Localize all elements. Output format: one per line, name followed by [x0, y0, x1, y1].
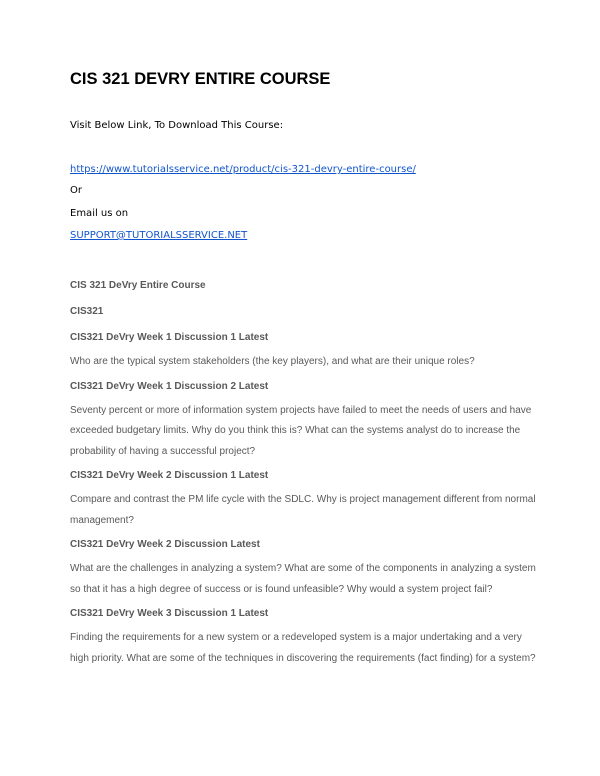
section-body: Seventy percent or more of information system projects have failed to meet the needs of users and have exceeded budgetary limits. Why do you think this is? What can the systems analyst do to increase the probability of having a successful project?	[70, 404, 532, 457]
section-heading: CIS321 DeVry Week 3 Discussion 1 Latest	[70, 608, 269, 619]
section-body: Compare and contrast the PM life cycle with the SDLC. Why is project management different from normal management?	[70, 494, 536, 526]
support-email-link[interactable]: SUPPORT@TUTORIALSSERVICE.NET	[70, 230, 248, 241]
or-text: Or	[70, 185, 82, 196]
course-download-link[interactable]: https://www.tutorialsservice.net/product/cis-321-devry-entire-course/	[70, 164, 416, 175]
section-heading: CIS321 DeVry Week 2 Discussion Latest	[70, 539, 260, 550]
course-content	[70, 278, 540, 675]
course-heading: CIS 321 DeVry Entire Course	[70, 280, 206, 291]
section-body: Who are the typical system stakeholders (the key players), and what are their unique roles?	[70, 356, 475, 367]
email-link-line	[70, 230, 247, 241]
section-body: What are the challenges in analyzing a system? What are some of the components in analyzing a system so that it has a high degree of success or is found unfeasible? Why would a system project fail?	[70, 563, 536, 595]
section-heading: CIS321 DeVry Week 2 Discussion 1 Latest	[70, 470, 269, 481]
page-title: CIS 321 DEVRY ENTIRE COURSE	[70, 70, 331, 88]
course-link-line	[70, 164, 416, 175]
section-heading: CIS321 DeVry Week 1 Discussion 2 Latest	[70, 380, 269, 392]
visit-text: Visit Below Link, To Download This Course:	[70, 120, 284, 131]
email-text: Email us on	[70, 208, 129, 219]
section-body: Finding the requirements for a new system or a redeveloped system is a major undertaking and a very high priority. What are some of the techniques in discovering the requirements (fact finding) for a system?	[70, 632, 536, 664]
course-code-heading: CIS321	[70, 306, 104, 317]
section-heading: CIS321 DeVry Week 1 Discussion 1 Latest	[70, 332, 269, 343]
